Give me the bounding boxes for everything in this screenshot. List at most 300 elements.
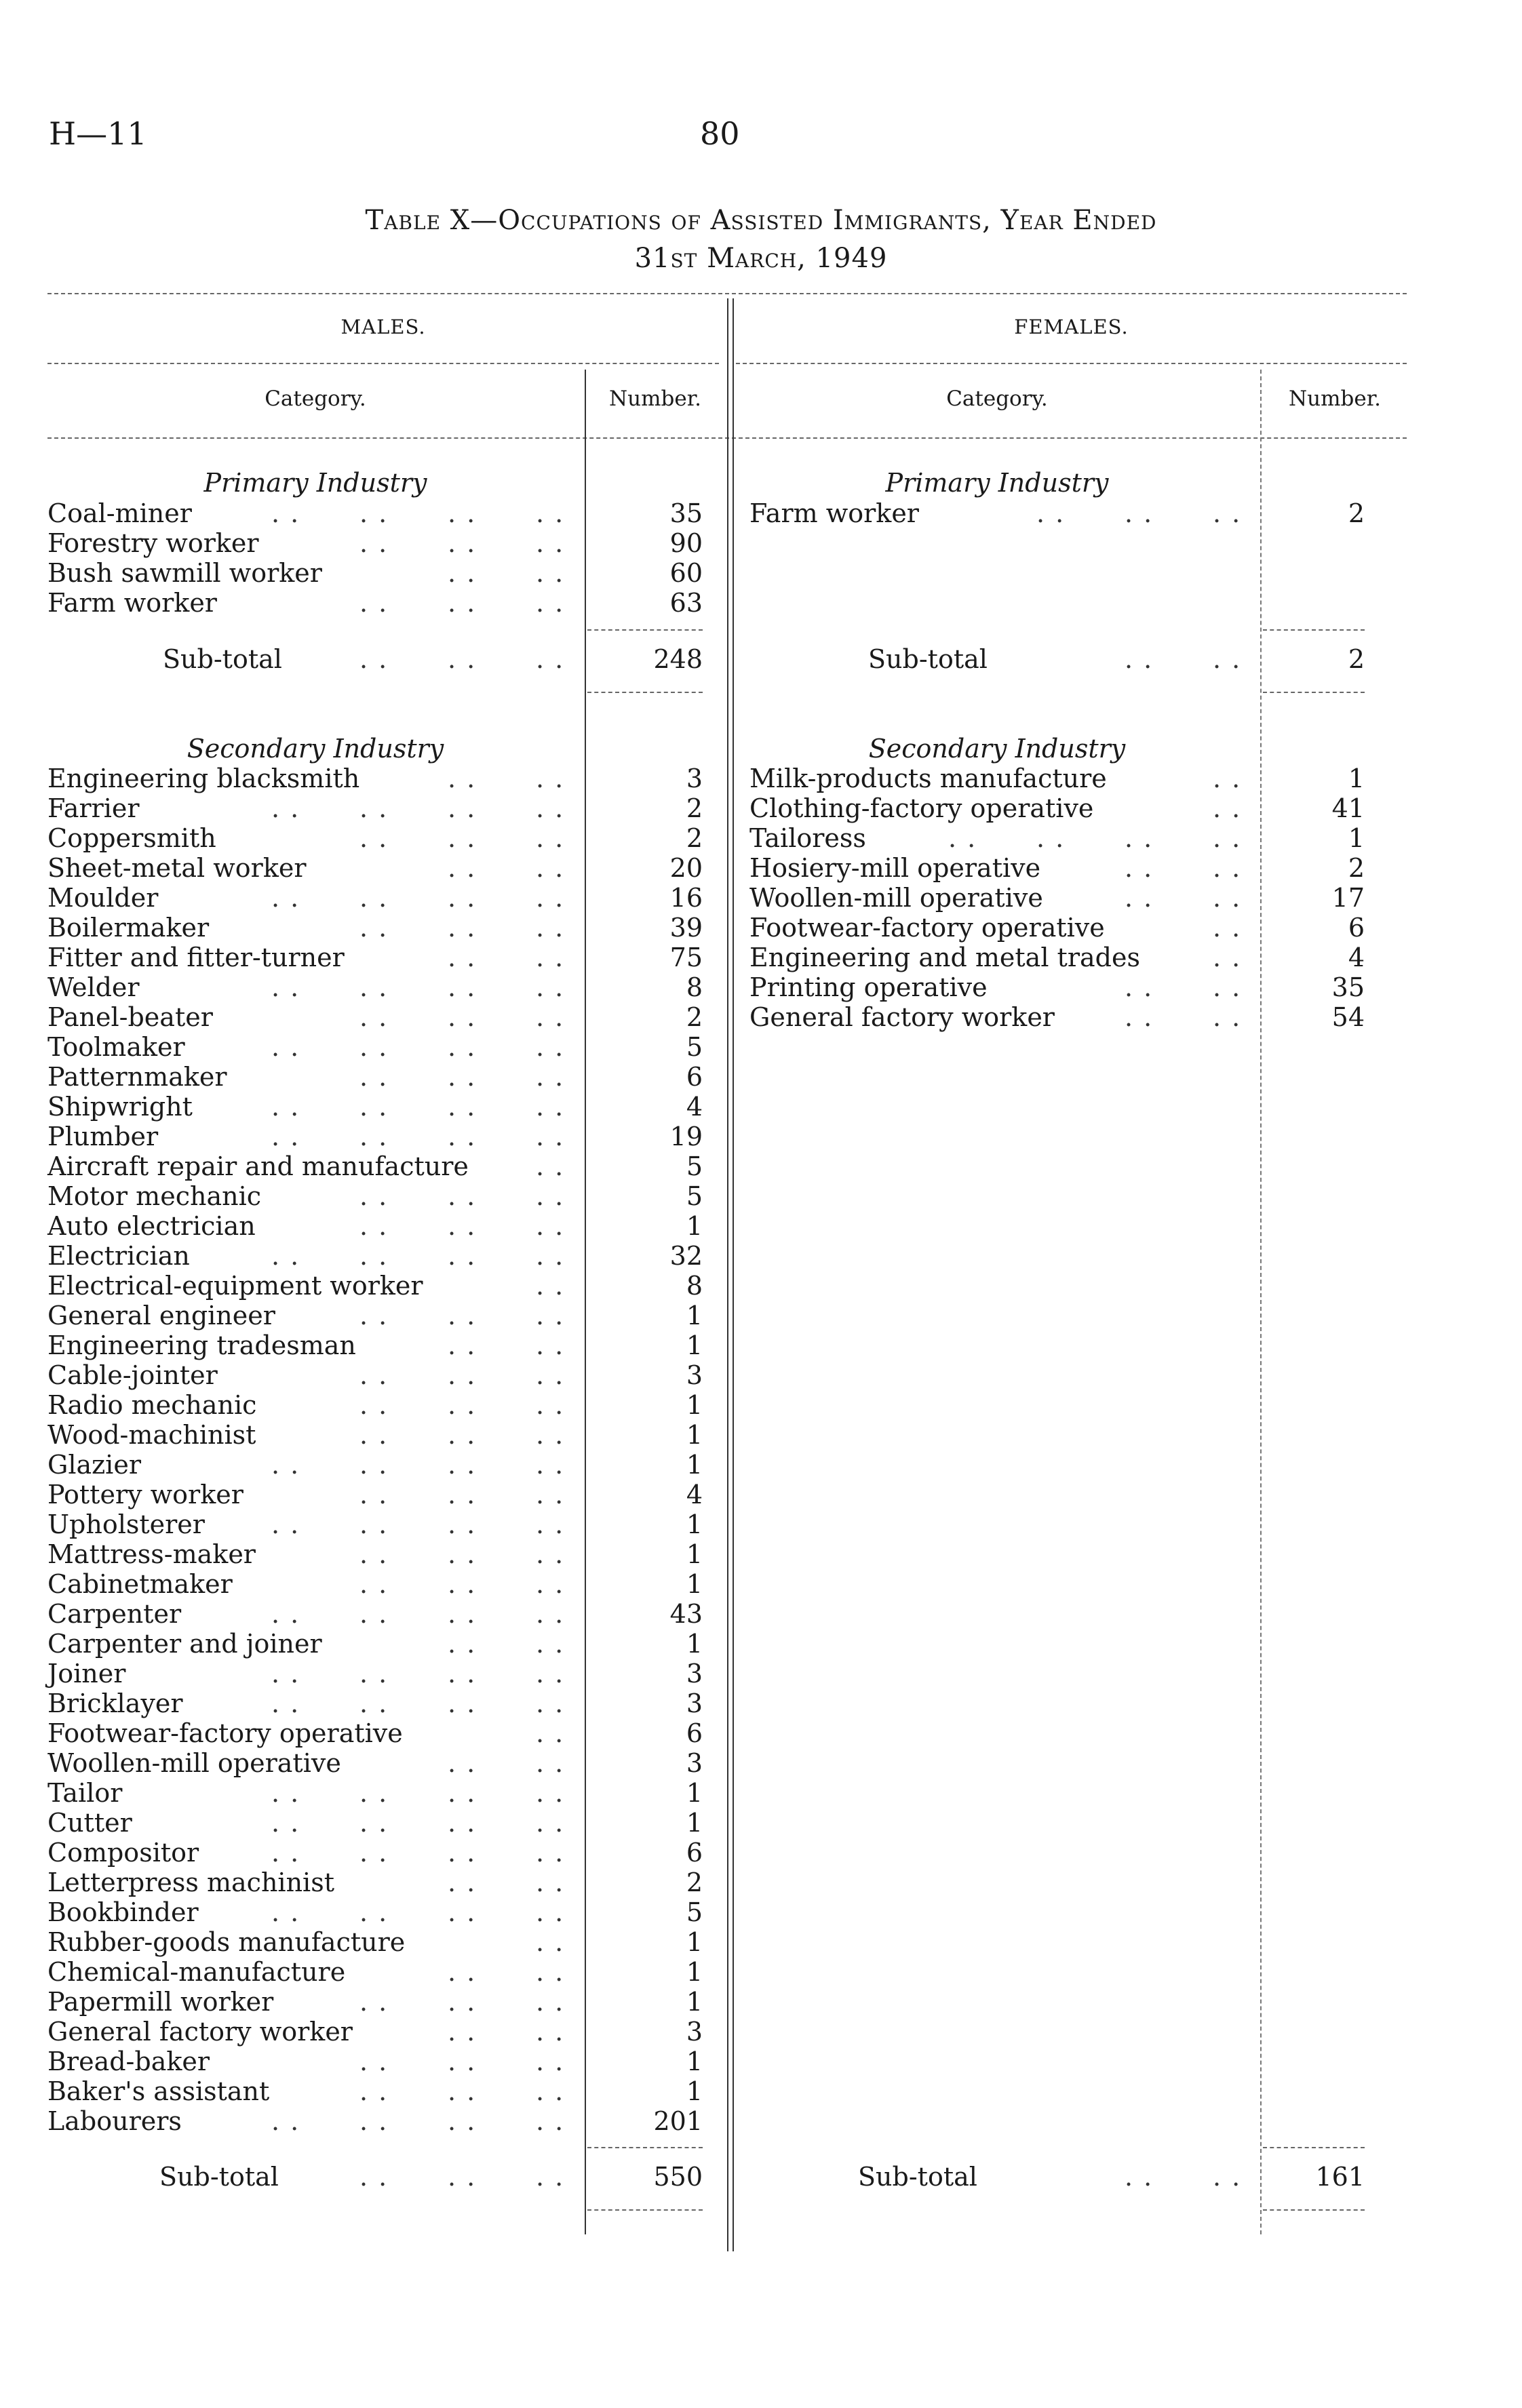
dot-leader: . . [448,853,477,883]
dot-leader: . . [448,1778,477,1808]
dot-leader: . . [536,588,565,618]
dot-leader: . . [448,644,477,674]
dot-leader: . . [536,2162,565,2192]
males-primary-number: 90 [669,528,703,558]
center-double-rule [727,298,728,2251]
males-secondary-category: Panel-beater [47,1002,213,1032]
males-secondary-number: 5 [686,1032,703,1062]
males-secondary-category: Glazier [47,1450,141,1480]
dot-leader: . . [536,1032,565,1062]
dot-leader: . . [359,1897,389,1927]
dot-leader: . . [536,1062,565,1092]
dot-leader: . . [1213,793,1242,823]
males-secondary-category: Welder [47,972,140,1002]
dot-leader: . . [359,913,389,943]
dot-leader: . . [359,1659,389,1689]
males-secondary-number: 3 [686,1659,703,1689]
dot-leader: . . [448,1360,477,1390]
males-secondary-heading: Secondary Industry [187,734,444,764]
dot-leader: . . [1125,644,1154,674]
dot-leader: . . [359,1002,389,1032]
dot-leader: . . [359,498,389,528]
dot-leader: . . [359,2076,389,2106]
males-category-header: Category. [265,387,366,411]
dot-leader: . . [536,1301,565,1330]
dot-leader: . . [271,2106,300,2136]
dot-leader: . . [536,1808,565,1838]
males-secondary-number: 1 [686,1808,703,1838]
dot-leader: . . [448,1987,477,2017]
females-secondary-subtotal-rule [1263,2147,1365,2148]
males-secondary-category: Moulder [47,883,159,913]
males-secondary-number: 1 [686,1420,703,1450]
dot-leader: . . [359,1420,389,1450]
males-primary-category: Farm worker [47,588,217,618]
table-title-line1: Table X—Occupations of Assisted Immigrants, Year Ended [365,205,1157,236]
dot-leader: . . [536,913,565,943]
dot-leader: . . [536,1509,565,1539]
males-primary-number: 35 [669,498,703,528]
males-secondary-number: 32 [669,1241,703,1271]
dot-leader: . . [359,1181,389,1211]
males-secondary-category: Labourers [47,2106,182,2136]
females-heading: FEMALES. [1014,315,1129,338]
males-number-column-rule [585,370,586,2234]
dot-leader: . . [448,588,477,618]
males-secondary-number: 43 [669,1599,703,1629]
females-number-header: Number. [1289,387,1381,411]
dot-leader: . . [359,1509,389,1539]
females-secondary-number: 2 [1348,853,1365,883]
males-secondary-number: 6 [686,1062,703,1092]
dot-leader: . . [448,2076,477,2106]
dot-leader: . . [448,1330,477,1360]
females-secondary-heading: Secondary Industry [868,734,1126,764]
dot-leader: . . [448,528,477,558]
dot-leader: . . [359,588,389,618]
males-secondary-number: 39 [669,913,703,943]
center-double-rule-inner [733,298,734,2251]
dot-leader: . . [536,1241,565,1271]
dot-leader: . . [271,1689,300,1718]
dot-leader: . . [536,1480,565,1509]
males-secondary-category: Bookbinder [47,1897,199,1927]
dot-leader: . . [1213,823,1242,853]
dot-leader: . . [448,1122,477,1151]
dot-leader: . . [271,1122,300,1151]
dot-leader: . . [536,1987,565,2017]
dot-leader: . . [359,1569,389,1599]
dot-leader: . . [271,972,300,1002]
report-code: H—11 [49,115,147,152]
dot-leader: . . [1125,2162,1154,2192]
males-primary-subtotal-rule-bottom [587,692,703,693]
males-secondary-category: Cabinetmaker [47,1569,233,1599]
males-secondary-category: Woollen-mill operative [47,1748,341,1778]
dot-leader: . . [359,528,389,558]
dot-leader: . . [448,1957,477,1987]
dot-leader: . . [448,1420,477,1450]
males-secondary-number: 8 [686,1271,703,1301]
dot-leader: . . [448,1390,477,1420]
males-secondary-number: 75 [669,943,703,972]
males-secondary-number: 1 [686,1301,703,1330]
dot-leader: . . [536,2017,565,2047]
dot-leader: . . [536,943,565,972]
dot-leader: . . [448,1629,477,1659]
dot-leader: . . [536,1927,565,1957]
dot-leader: . . [536,1211,565,1241]
dot-leader: . . [359,1301,389,1330]
dot-leader: . . [448,913,477,943]
males-secondary-category: Carpenter and joiner [47,1629,322,1659]
dot-leader: . . [1125,883,1154,913]
males-secondary-number: 1 [686,1778,703,1808]
dot-leader: . . [536,1778,565,1808]
dot-leader: . . [271,1450,300,1480]
males-secondary-category: Auto electrician [47,1211,256,1241]
dot-leader: . . [448,1032,477,1062]
dot-leader: . . [1213,644,1242,674]
males-secondary-number: 1 [686,1987,703,2017]
dot-leader: . . [448,1808,477,1838]
males-secondary-number: 2 [686,793,703,823]
dot-leader: . . [271,883,300,913]
males-secondary-number: 3 [686,764,703,793]
dot-leader: . . [359,823,389,853]
males-secondary-number: 1 [686,2076,703,2106]
males-secondary-category: Joiner [47,1659,126,1689]
dot-leader: . . [359,1032,389,1062]
females-secondary-subtotal-label: Sub-total [858,2162,977,2192]
dot-leader: . . [448,1868,477,1897]
females-secondary-number: 41 [1331,793,1365,823]
dot-leader: . . [1213,883,1242,913]
dot-leader: . . [359,2162,389,2192]
dot-leader: . . [448,2047,477,2076]
dot-leader: . . [448,1897,477,1927]
males-secondary-number: 1 [686,1450,703,1480]
males-secondary-category: Chemical-manufacture [47,1957,346,1987]
males-secondary-number: 2 [686,1868,703,1897]
dot-leader: . . [271,1092,300,1122]
dot-leader: . . [359,1480,389,1509]
males-secondary-category: Aircraft repair and manufacture [47,1151,469,1181]
dot-leader: . . [448,943,477,972]
dot-leader: . . [448,1241,477,1271]
females-secondary-number: 4 [1348,943,1365,972]
males-secondary-number: 1 [686,1211,703,1241]
males-secondary-category: Shipwright [47,1092,193,1122]
males-secondary-number: 3 [686,1748,703,1778]
males-secondary-number: 1 [686,1330,703,1360]
males-secondary-number: 201 [653,2106,703,2136]
males-secondary-category: Toolmaker [47,1032,185,1062]
males-secondary-category: Footwear-factory operative [47,1718,403,1748]
females-secondary-number: 54 [1331,1002,1365,1032]
dot-leader: . . [536,1957,565,1987]
males-primary-category: Forestry worker [47,528,259,558]
dot-leader: . . [1125,1002,1154,1032]
dot-leader: . . [536,1897,565,1927]
females-secondary-number: 1 [1348,823,1365,853]
males-secondary-category: Baker's assistant [47,2076,270,2106]
males-secondary-category: Engineering blacksmith [47,764,360,793]
dot-leader: . . [536,883,565,913]
dot-leader: . . [448,1002,477,1032]
dot-leader: . . [536,1390,565,1420]
females-heading-rule [736,363,1407,364]
dot-leader: . . [448,793,477,823]
males-secondary-category: Patternmaker [47,1062,227,1092]
males-secondary-number: 5 [686,1181,703,1211]
females-secondary-category: General factory worker [749,1002,1055,1032]
dot-leader: . . [359,2047,389,2076]
dot-leader: . . [536,2076,565,2106]
males-primary-number: 60 [669,558,703,588]
females-secondary-category: Clothing-factory operative [749,793,1094,823]
dot-leader: . . [448,1092,477,1122]
females-secondary-number: 6 [1348,913,1365,943]
males-secondary-number: 1 [686,1509,703,1539]
males-secondary-number: 5 [686,1151,703,1181]
dot-leader: . . [536,1271,565,1301]
males-secondary-category: General factory worker [47,2017,353,2047]
males-secondary-number: 1 [686,1629,703,1659]
males-secondary-category: Fitter and fitter-turner [47,943,345,972]
dot-leader: . . [1213,1002,1242,1032]
page-number: 80 [700,115,740,152]
dot-leader: . . [536,1002,565,1032]
dot-leader: . . [271,498,300,528]
males-secondary-category: Radio mechanic [47,1390,257,1420]
males-primary-category: Bush sawmill worker [47,558,322,588]
dot-leader: . . [271,1838,300,1868]
dot-leader: . . [448,1569,477,1599]
dot-leader: . . [536,1868,565,1897]
males-secondary-number: 1 [686,1927,703,1957]
females-secondary-category: Engineering and metal trades [749,943,1140,972]
dot-leader: . . [448,1480,477,1509]
males-primary-subtotal: 248 [653,644,703,674]
males-secondary-number: 2 [686,823,703,853]
males-secondary-category: Bricklayer [47,1689,183,1718]
males-secondary-number: 2 [686,1002,703,1032]
males-secondary-number: 5 [686,1897,703,1927]
dot-leader: . . [359,793,389,823]
males-secondary-number: 4 [686,1480,703,1509]
dot-leader: . . [536,1450,565,1480]
males-secondary-category: Sheet-metal worker [47,853,307,883]
males-secondary-number: 1 [686,1539,703,1569]
females-primary-heading: Primary Industry [885,468,1109,498]
females-secondary-category: Hosiery-mill operative [749,853,1041,883]
dot-leader: . . [536,1718,565,1748]
females-secondary-number: 1 [1348,764,1365,793]
dot-leader: . . [271,793,300,823]
dot-leader: . . [359,1838,389,1868]
dot-leader: . . [359,1122,389,1151]
males-secondary-category: Farrier [47,793,140,823]
males-primary-subtotal-label: Sub-total [163,644,282,674]
dot-leader: . . [448,2162,477,2192]
males-secondary-category: Bread-baker [47,2047,210,2076]
dot-leader: . . [271,1778,300,1808]
males-secondary-category: Electrical-equipment worker [47,1271,423,1301]
males-secondary-subtotal-rule-bottom [587,2209,703,2211]
males-secondary-number: 6 [686,1838,703,1868]
dot-leader: . . [536,644,565,674]
females-secondary-category: Woollen-mill operative [749,883,1043,913]
females-secondary-category: Printing operative [749,972,988,1002]
dot-leader: . . [448,1301,477,1330]
dot-leader: . . [448,558,477,588]
dot-leader: . . [1125,853,1154,883]
dot-leader: . . [1125,498,1154,528]
males-secondary-subtotal-rule [587,2147,703,2148]
males-primary-heading: Primary Industry [203,468,427,498]
dot-leader: . . [448,1838,477,1868]
dot-leader: . . [359,1062,389,1092]
males-secondary-number: 19 [669,1122,703,1151]
dot-leader: . . [536,528,565,558]
table-title-line2: 31st March, 1949 [634,243,888,274]
dot-leader: . . [1125,972,1154,1002]
males-secondary-category: Papermill worker [47,1987,274,2017]
males-secondary-subtotal: 550 [653,2162,703,2192]
dot-leader: . . [271,1897,300,1927]
dot-leader: . . [536,1599,565,1629]
dot-leader: . . [359,1987,389,2017]
dot-leader: . . [948,823,977,853]
males-secondary-category: Plumber [47,1122,159,1151]
females-secondary-subtotal-rule-bottom [1263,2209,1365,2211]
males-secondary-number: 1 [686,1957,703,1987]
dot-leader: . . [536,972,565,1002]
females-primary-number: 2 [1348,498,1365,528]
males-secondary-number: 4 [686,1092,703,1122]
dot-leader: . . [271,1032,300,1062]
dot-leader: . . [536,2047,565,2076]
dot-leader: . . [536,1629,565,1659]
dot-leader: . . [448,1509,477,1539]
dot-leader: . . [1213,764,1242,793]
dot-leader: . . [536,1181,565,1211]
dot-leader: . . [359,1390,389,1420]
dot-leader: . . [448,1659,477,1689]
dot-leader: . . [1213,943,1242,972]
dot-leader: . . [448,764,477,793]
males-secondary-number: 3 [686,2017,703,2047]
females-primary-subtotal: 2 [1348,644,1365,674]
males-secondary-number: 16 [669,883,703,913]
dot-leader: . . [359,1092,389,1122]
males-secondary-number: 20 [669,853,703,883]
dot-leader: . . [1213,853,1242,883]
dot-leader: . . [536,793,565,823]
males-secondary-category: Boilermaker [47,913,210,943]
males-secondary-category: Cable-jointer [47,1360,218,1390]
dot-leader: . . [359,1241,389,1271]
dot-leader: . . [359,1599,389,1629]
females-secondary-number: 35 [1331,972,1365,1002]
dot-leader: . . [448,498,477,528]
females-secondary-category: Footwear-factory operative [749,913,1105,943]
dot-leader: . . [271,1808,300,1838]
dot-leader: . . [448,1748,477,1778]
males-secondary-category: Pottery worker [47,1480,243,1509]
dot-leader: . . [271,1599,300,1629]
dot-leader: . . [359,883,389,913]
dot-leader: . . [536,558,565,588]
dot-leader: . . [448,972,477,1002]
males-secondary-category: Wood-machinist [47,1420,256,1450]
dot-leader: . . [536,764,565,793]
dot-leader: . . [536,1689,565,1718]
females-secondary-category: Milk-products manufacture [749,764,1107,793]
dot-leader: . . [536,1539,565,1569]
males-secondary-number: 1 [686,1569,703,1599]
dot-leader: . . [359,1808,389,1838]
females-category-header: Category. [946,387,1048,411]
dot-leader: . . [536,1420,565,1450]
females-secondary-number: 17 [1331,883,1365,913]
males-secondary-number: 1 [686,2047,703,2076]
females-secondary-subtotal: 161 [1315,2162,1365,2192]
dot-leader: . . [448,1181,477,1211]
dot-leader: . . [1036,823,1066,853]
dot-leader: . . [536,1838,565,1868]
dot-leader: . . [448,1539,477,1569]
dot-leader: . . [536,1569,565,1599]
dot-leader: . . [359,972,389,1002]
dot-leader: . . [1125,823,1154,853]
dot-leader: . . [536,498,565,528]
dot-leader: . . [1213,498,1242,528]
dot-leader: . . [448,883,477,913]
dot-leader: . . [271,1509,300,1539]
females-primary-subtotal-label: Sub-total [868,644,988,674]
males-secondary-category: Motor mechanic [47,1181,262,1211]
dot-leader: . . [448,1062,477,1092]
males-secondary-category: Letterpress machinist [47,1868,334,1897]
males-secondary-number: 1 [686,1390,703,1420]
dot-leader: . . [536,1092,565,1122]
females-primary-subtotal-rule [1263,629,1365,631]
males-secondary-category: Electrician [47,1241,190,1271]
males-number-header: Number. [609,387,701,411]
males-primary-subtotal-rule [587,629,703,631]
dot-leader: . . [1213,972,1242,1002]
males-secondary-category: Engineering tradesman [47,1330,356,1360]
dot-leader: . . [536,853,565,883]
dot-leader: . . [271,1659,300,1689]
dot-leader: . . [536,1360,565,1390]
dot-leader: . . [536,1659,565,1689]
dot-leader: . . [536,823,565,853]
females-number-column-rule [1260,370,1262,2234]
males-secondary-category: Tailor [47,1778,123,1808]
males-secondary-category: Carpenter [47,1599,182,1629]
dot-leader: . . [536,1122,565,1151]
dot-leader: . . [271,1241,300,1271]
males-secondary-number: 8 [686,972,703,1002]
males-heading-rule [47,363,719,364]
males-secondary-subtotal-label: Sub-total [159,2162,279,2192]
dot-leader: . . [359,1211,389,1241]
males-secondary-category: Mattress-maker [47,1539,256,1569]
dot-leader: . . [536,1330,565,1360]
